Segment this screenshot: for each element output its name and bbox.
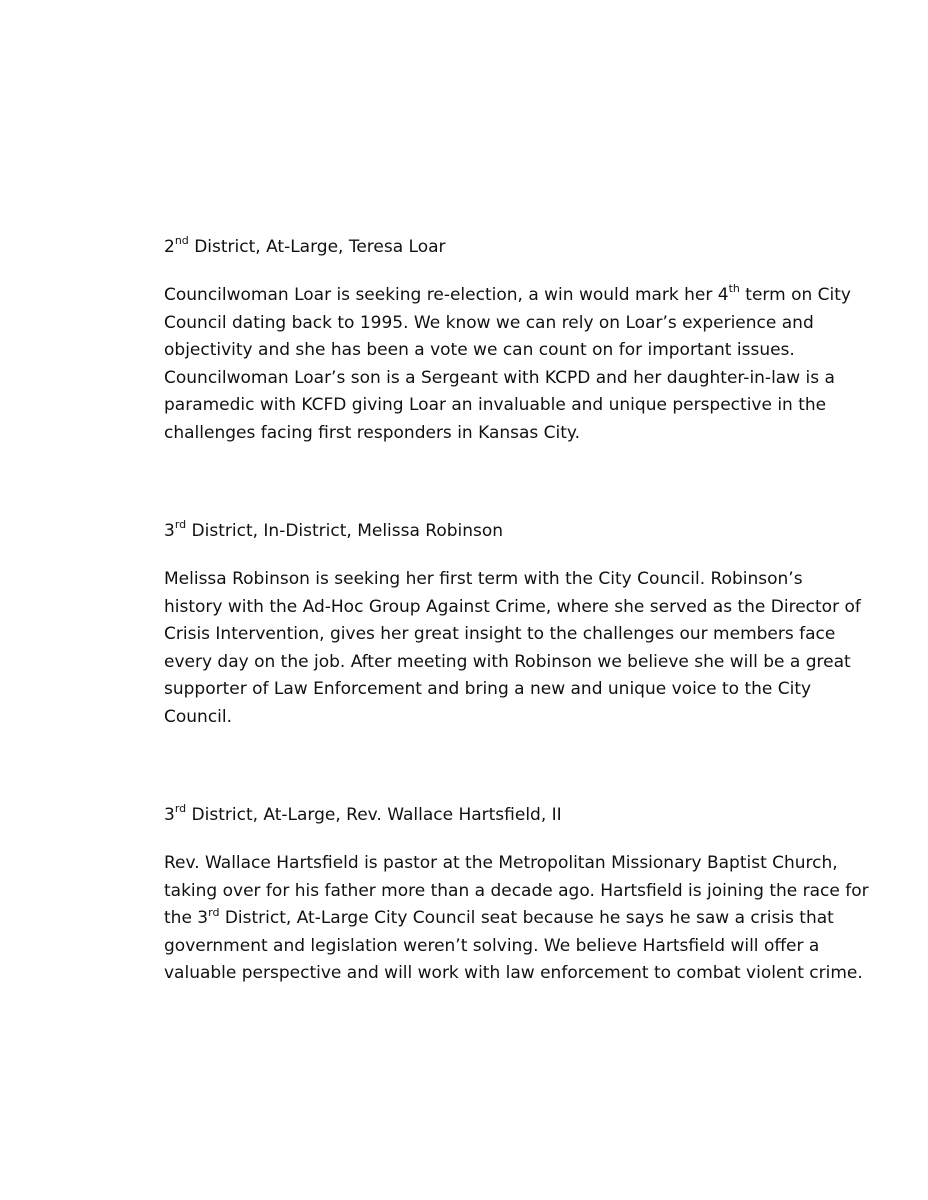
ordinal-suffix: rd: [208, 905, 220, 919]
paragraph-line: Councilwoman Loar’s son is a Sergeant with KCPD and her daughter-in-law is a: [164, 367, 835, 388]
section-district-2-at-large: [164, 236, 884, 448]
paragraph-line: government and legislation weren’t solving. We believe Hartsfield will offer a: [164, 935, 820, 956]
paragraph-line: challenges facing first responders in Kansas City.: [164, 422, 580, 443]
section-district-3-at-large: [164, 804, 884, 988]
line-text: Councilwoman Loar is seeking re-election, a win would mark her 4: [164, 285, 729, 305]
paragraph-line: Council.: [164, 706, 233, 727]
line-text: term on City: [739, 285, 851, 305]
section-paragraph: [164, 282, 884, 448]
section-heading: [164, 804, 884, 826]
paragraph-line: taking over for his father more than a decade ago. Hartsfield is joining the race for: [164, 880, 869, 901]
section-heading: [164, 236, 884, 258]
heading-number: 3: [164, 521, 175, 541]
heading-text: District, At-Large, Rev. Wallace Hartsfield, II: [186, 805, 562, 825]
paragraph-line: Rev. Wallace Hartsfield is pastor at the Metropolitan Missionary Baptist Church,: [164, 853, 838, 873]
paragraph-line: Melissa Robinson is seeking her first term with the City Council. Robinson’s: [164, 569, 803, 589]
heading-text: District, In-District, Melissa Robinson: [186, 521, 504, 541]
ordinal-suffix: th: [728, 282, 740, 296]
heading-ordinal-suffix: rd: [174, 518, 187, 532]
paragraph-line: Council dating back to 1995. We know we can rely on Loar’s experience and: [164, 312, 814, 333]
heading-number: 3: [164, 805, 175, 825]
paragraph-line: every day on the job. After meeting with Robinson we believe she will be a great: [164, 651, 851, 672]
section-paragraph: [164, 850, 884, 988]
section-heading: [164, 520, 884, 542]
paragraph-line: objectivity and she has been a vote we can count on for important issues.: [164, 340, 795, 361]
heading-ordinal-suffix: rd: [174, 802, 187, 816]
heading-ordinal-suffix: nd: [174, 234, 189, 248]
paragraph-line: paramedic with KCFD giving Loar an invaluable and unique perspective in the: [164, 395, 827, 416]
paragraph-line: Crisis Intervention, gives her great insight to the challenges our members face: [164, 624, 836, 645]
section-paragraph: [164, 566, 884, 732]
paragraph-line: history with the Ad-Hoc Group Against Crime, where she served as the Director of: [164, 596, 861, 617]
paragraph-line: [164, 905, 884, 933]
paragraph-line: supporter of Law Enforcement and bring a new and unique voice to the City: [164, 679, 812, 700]
heading-number: 2: [164, 237, 175, 257]
line-text: the 3: [164, 908, 209, 929]
section-district-3-in-district: [164, 520, 884, 732]
heading-text: District, At-Large, Teresa Loar: [188, 237, 446, 257]
paragraph-line: [164, 282, 884, 310]
paragraph-line: valuable perspective and will work with law enforcement to combat violent crime.: [164, 963, 863, 984]
line-text: District, At-Large City Council seat because he says he saw a crisis that: [219, 908, 834, 929]
